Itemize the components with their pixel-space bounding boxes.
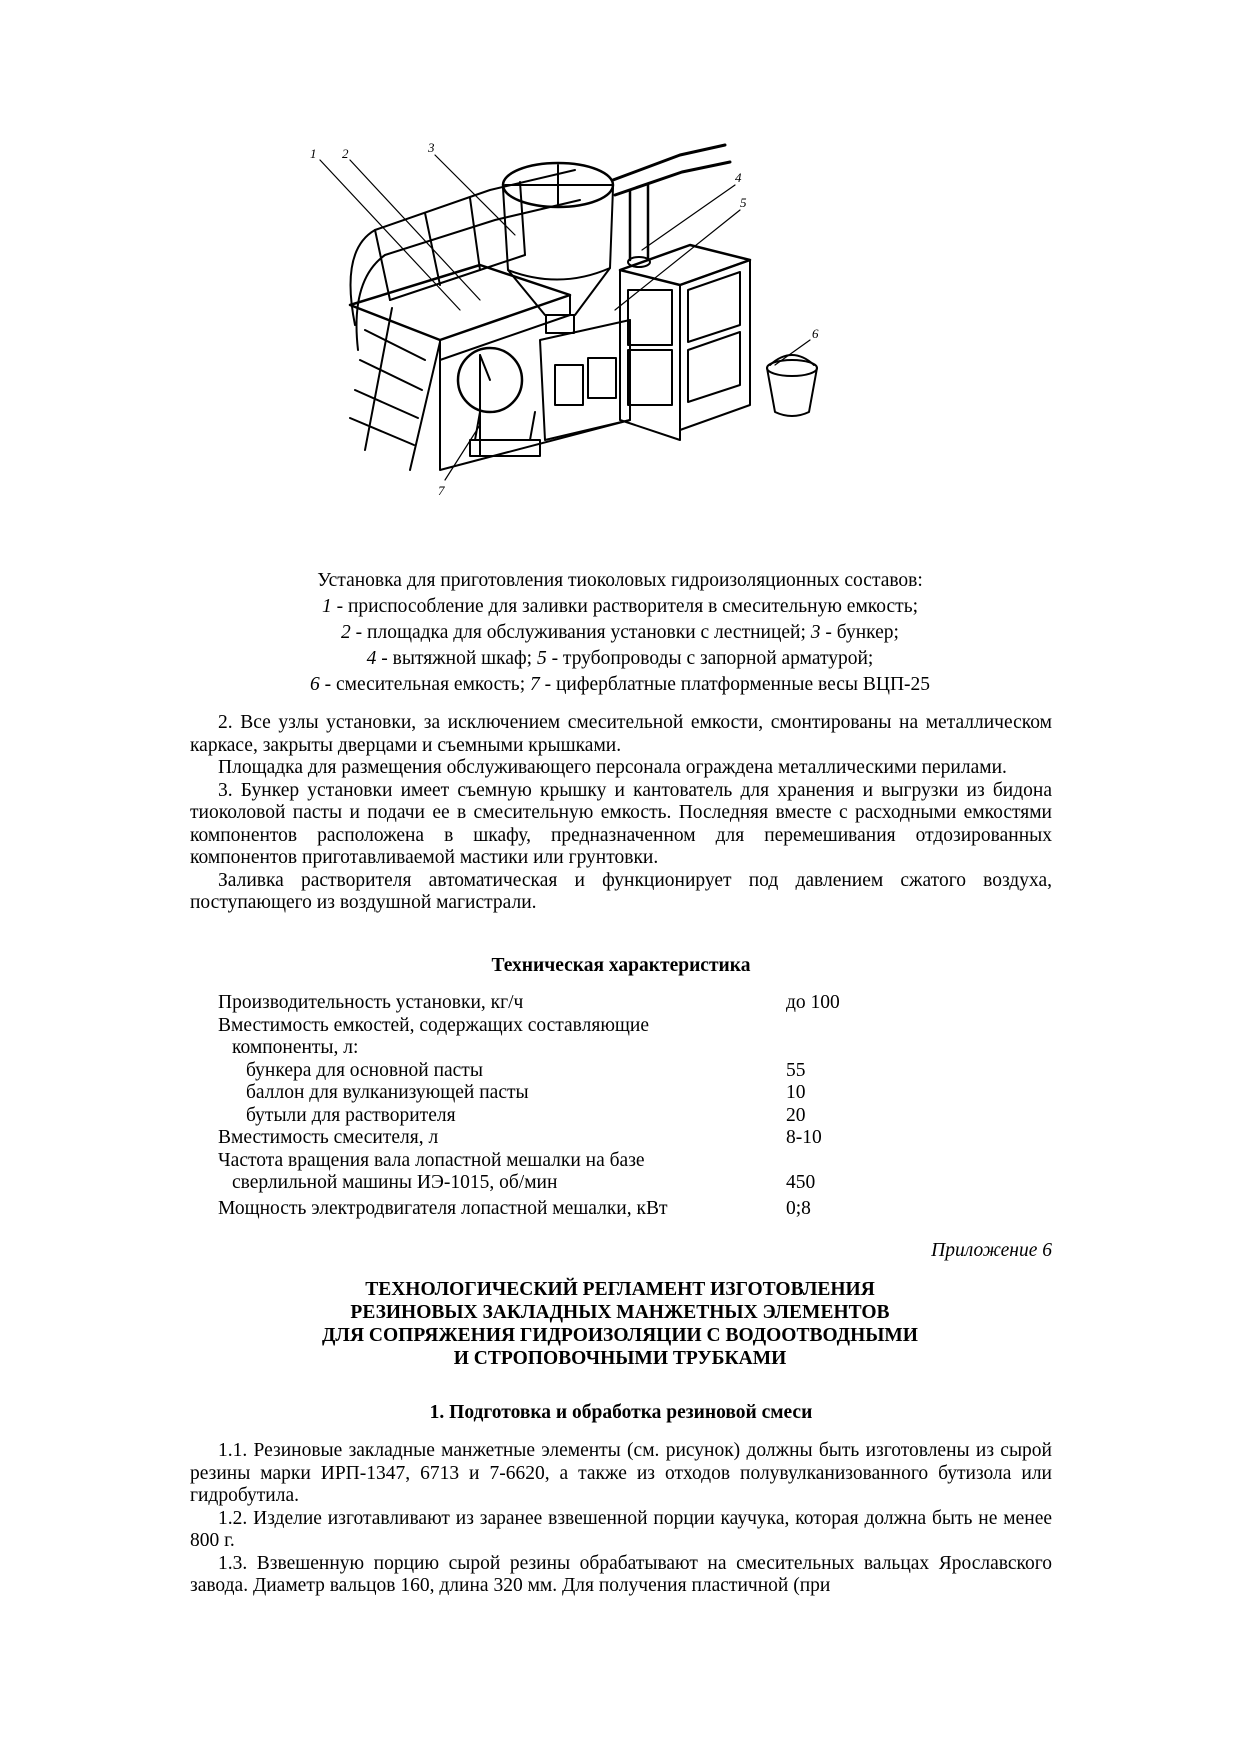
caption-line-4: 4 - вытяжной шкаф; 5 - трубопроводы с запорной арматурой; (366, 648, 874, 669)
spec-value: 0;8 (786, 1197, 811, 1219)
paragraph-3: 3. Бункер установки имеет съемную крышку и кантователь для хранения и выгрузки из бидона тиоколовой пасты и подачи ее в смесительную емкость. Последняя вместе с расходными емкостями компонентов расположена в шкафу, предназначенном для перемешивания отдозированных компонентов приготавливаемой мастики или грунтовки. (190, 779, 1052, 868)
label-6: 6 (812, 326, 819, 341)
spec-value: 10 (786, 1082, 806, 1103)
paragraph-2: 2. Все узлы установки, за исключением смесительной емкости, смонтированы на металлическом каркасе, закрыты дверцами и съемными крышками. (190, 712, 1052, 756)
spec-heading-wrap (190, 955, 1052, 978)
spec-label: Мощность электродвигателя лопастной мешалки, кВт (218, 1197, 668, 1219)
spec-value: до 100 (786, 992, 840, 1013)
figure-labels (310, 140, 910, 550)
title-line-2: РЕЗИНОВЫХ ЗАКЛАДНЫХ МАНЖЕТНЫХ ЭЛЕМЕНТОВ (350, 1302, 890, 1323)
label-4: 4 (735, 170, 742, 185)
label-7: 7 (438, 483, 445, 498)
document-title (190, 1278, 1050, 1370)
spec-label: бункера для основной пасты (246, 1059, 483, 1081)
spec-table (218, 992, 978, 1220)
spec-label: Производительность установки, кг/ч (218, 992, 524, 1013)
spec-value: 450 (786, 1172, 816, 1193)
section-1 (190, 1402, 1052, 1425)
spec-row (218, 1150, 978, 1173)
label-5: 5 (740, 195, 747, 210)
spec-label: Вместимость емкостей, содержащих составляющие (218, 1014, 650, 1036)
title-line-4: И СТРОПОВОЧНЫМИ ТРУБКАМИ (453, 1348, 787, 1369)
title-line-3: ДЛЯ СОПРЯЖЕНИЯ ГИДРОИЗОЛЯЦИИ С ВОДООТВОДНЫМИ (322, 1325, 918, 1346)
spec-heading: Техническая характеристика (491, 955, 751, 976)
spec-row (218, 1015, 978, 1038)
spec-value: 8-10 (786, 1127, 822, 1148)
section-1-body (190, 1440, 1052, 1598)
spec-row (218, 992, 978, 1015)
label-3: 3 (428, 140, 435, 155)
caption-line-1: Установка для приготовления тиоколовых гидроизоляционных составов: (317, 570, 923, 591)
label-1: 1 (310, 146, 317, 161)
spec-row (218, 1060, 978, 1083)
installation-figure (310, 140, 910, 550)
section-1-heading: 1. Подготовка и обработка резиновой смеси (429, 1402, 813, 1423)
label-2: 2 (342, 146, 349, 161)
caption-line-5: 6 - смесительная емкость; 7 - циферблатные платформенные весы ВЦП-25 (309, 674, 931, 695)
paragraph-1-2: 1.2. Изделие изготавливают из заранее взвешенной порции каучука, которая должна быть не менее 800 г. (190, 1507, 1052, 1551)
spec-label: компоненты, л: (232, 1037, 359, 1058)
spec-row (218, 1082, 978, 1105)
paragraph-1-3: 1.3. Взвешенную порцию сырой резины обрабатывают на смесительных вальцах Ярославского завода. Диаметр вальцов 160, длина 320 мм. Для получения пластичной (при (190, 1552, 1052, 1596)
spec-label: сверлильной машины ИЭ-1015, об/мин (232, 1172, 558, 1193)
spec-label: бутыли для растворителя (246, 1104, 456, 1126)
spec-row (218, 1127, 978, 1150)
spec-value: 20 (786, 1104, 806, 1126)
spec-row (218, 1037, 978, 1060)
paragraph-1-1: 1.1. Резиновые закладные манжетные элементы (см. рисунок) должны быть изготовлены из сырой резины марки ИРП-1347, 6713 и 7-6620, а также из отходов полувулканизованного бутизола или гидробутила. (190, 1440, 1052, 1506)
spec-row (218, 1198, 978, 1221)
figure-caption (190, 568, 1050, 698)
paragraph-solvent: Заливка растворителя автоматическая и функционирует под давлением сжатого воздуха, поступающего из воздушной магистрали. (190, 869, 1052, 913)
spec-row (218, 1172, 978, 1195)
spec-row (218, 1105, 978, 1128)
spec-label: Вместимость смесителя, л (218, 1127, 439, 1148)
paragraph-platform: Площадка для размещения обслуживающего персонала ограждена металлическими перилами. (218, 757, 1007, 778)
caption-line-3: 2 - площадка для обслуживания установки с лестницей; 3 - бункер; (341, 622, 899, 643)
appendix-label: Приложение 6 (931, 1240, 1052, 1261)
title-line-1: ТЕХНОЛОГИЧЕСКИЙ РЕГЛАМЕНТ ИЗГОТОВЛЕНИЯ (365, 1279, 875, 1300)
body-text (190, 712, 1052, 915)
caption-line-2: 1 - приспособление для заливки растворителя в смесительную емкость; (321, 596, 919, 617)
spec-value: 55 (786, 1059, 806, 1081)
spec-label: баллон для вулканизующей пасты (246, 1082, 529, 1103)
spec-label: Частота вращения вала лопастной мешалки на базе (218, 1149, 645, 1171)
